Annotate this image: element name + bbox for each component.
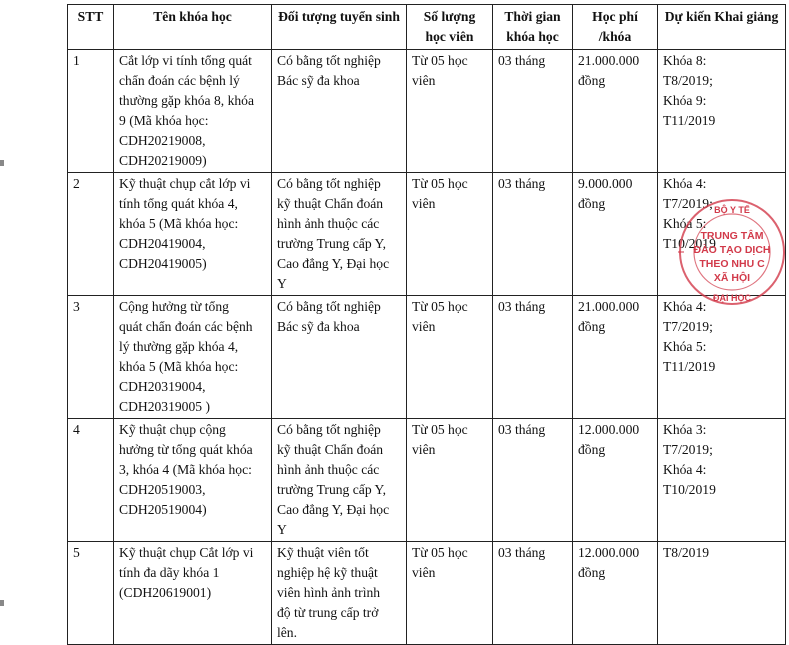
cell-quantity-line: viên xyxy=(412,73,436,88)
cell-duration: 03 tháng xyxy=(493,296,573,419)
cell-fee-line: 21.000.000 xyxy=(578,53,640,68)
cell-target xyxy=(272,542,407,645)
header-target: Đối tượng tuyển sinh xyxy=(272,5,407,50)
cell-course-line: khóa 5 (Mã khóa học: xyxy=(119,359,239,374)
cell-course xyxy=(114,542,272,645)
cell-target-line: Có bằng tốt nghiệp xyxy=(277,176,381,191)
cell-opening-line: T10/2019 xyxy=(663,236,716,251)
cell-stt: 4 xyxy=(68,419,114,542)
cell-target-line: độ từ trung cấp trở xyxy=(277,605,379,620)
header-quantity: Số lượng học viên xyxy=(407,5,493,50)
cell-target-line: nghiệp hệ kỹ thuật xyxy=(277,565,378,580)
cell-opening-line: Khóa 4: xyxy=(663,299,707,314)
cell-course-line: (CDH20619001) xyxy=(119,585,212,600)
cell-opening-line: Khóa 4: xyxy=(663,176,707,191)
header-duration: Thời gian khóa học xyxy=(493,5,573,50)
cell-fee xyxy=(573,296,658,419)
cell-fee-line: đồng xyxy=(578,196,606,211)
cell-target-line: Kỹ thuật viên tốt xyxy=(277,545,369,560)
header-stt: STT xyxy=(68,5,114,50)
cell-opening-line: T11/2019 xyxy=(663,113,716,128)
table-row xyxy=(68,50,786,173)
cell-fee-line: 9.000.000 xyxy=(578,176,633,191)
cell-opening-line: Khóa 8: xyxy=(663,53,707,68)
cell-quantity xyxy=(407,173,493,296)
cell-target xyxy=(272,173,407,296)
cell-target xyxy=(272,296,407,419)
cell-fee xyxy=(573,50,658,173)
cell-quantity-line: viên xyxy=(412,319,436,334)
cell-stt: 2 xyxy=(68,173,114,296)
cell-target-line: trường Trung cấp Y, xyxy=(277,482,386,497)
cell-target xyxy=(272,419,407,542)
header-course: Tên khóa học xyxy=(114,5,272,50)
stamp-line-1: TRUNG TÂM xyxy=(700,230,764,242)
cell-course xyxy=(114,50,272,173)
cell-course-line: hưởng từ tổng quát khóa xyxy=(119,442,253,457)
cell-stt: 3 xyxy=(68,296,114,419)
cell-duration: 03 tháng xyxy=(493,542,573,645)
cell-course xyxy=(114,296,272,419)
cell-quantity xyxy=(407,50,493,173)
table-row xyxy=(68,542,786,645)
cell-fee-line: 12.000.000 xyxy=(578,422,640,437)
cell-quantity-line: Từ 05 học xyxy=(412,422,468,437)
course-table xyxy=(67,4,786,645)
cell-fee xyxy=(573,173,658,296)
cell-target-line: hình ảnh thuộc các xyxy=(277,462,380,477)
cell-opening xyxy=(658,419,786,542)
cell-quantity xyxy=(407,542,493,645)
cell-target-line: kỹ thuật Chẩn đoán xyxy=(277,442,384,457)
cell-duration: 03 tháng xyxy=(493,173,573,296)
cell-course-line: Cộng hưởng từ tổng xyxy=(119,299,229,314)
cell-course-line: CDH20219008, xyxy=(119,133,206,148)
stamp-bottom-text: ĐẠI HỌC xyxy=(713,293,751,303)
cell-duration: 03 tháng xyxy=(493,419,573,542)
cell-fee-line: đồng xyxy=(578,319,606,334)
cell-target-line: Bác sỹ đa khoa xyxy=(277,319,360,334)
scan-mark xyxy=(0,160,4,166)
cell-target-line: trường Trung cấp Y, xyxy=(277,236,386,251)
header-opening: Dự kiến Khai giảng xyxy=(658,5,786,50)
cell-target-line: kỹ thuật Chẩn đoán xyxy=(277,196,384,211)
cell-course-line: Kỹ thuật chụp Cắt lớp vi xyxy=(119,545,254,560)
cell-opening-line: Khóa 9: xyxy=(663,93,707,108)
cell-quantity-line: Từ 05 học xyxy=(412,299,468,314)
cell-course-line: CDH20519004) xyxy=(119,502,207,517)
cell-target-line: Bác sỹ đa khoa xyxy=(277,73,360,88)
cell-opening-line: Khóa 4: xyxy=(663,462,707,477)
cell-course-line: lý thường gặp khóa 4, xyxy=(119,339,239,354)
table-row xyxy=(68,296,786,419)
cell-course-line: CDH20319005 ) xyxy=(119,399,211,414)
cell-target-line: Có bằng tốt nghiệp xyxy=(277,53,381,68)
cell-course-line: khóa 5 (Mã khóa học: xyxy=(119,216,239,231)
cell-course-line: Kỹ thuật chụp cắt lớp vi xyxy=(119,176,251,191)
cell-course-line: chẩn đoán các bệnh lý xyxy=(119,73,240,88)
cell-opening-line: T10/2019 xyxy=(663,482,716,497)
cell-quantity-line: Từ 05 học xyxy=(412,53,468,68)
cell-course xyxy=(114,419,272,542)
table-header-row xyxy=(68,5,786,50)
cell-quantity-line: Từ 05 học xyxy=(412,176,468,191)
cell-quantity-line: viên xyxy=(412,565,436,580)
cell-fee-line: đồng xyxy=(578,73,606,88)
cell-course-line: 9 (Mã khóa học: xyxy=(119,113,209,128)
table-body xyxy=(68,50,786,645)
cell-course-line: Kỹ thuật chụp cộng xyxy=(119,422,226,437)
cell-course-line: CDH20419004, xyxy=(119,236,206,251)
cell-course-line: CDH20419005) xyxy=(119,256,207,271)
cell-stt: 1 xyxy=(68,50,114,173)
cell-target-line: Y xyxy=(277,276,287,291)
stamp-line-3: THEO NHU C xyxy=(699,258,765,270)
cell-course-line: Cắt lớp vi tính tổng quát xyxy=(119,53,252,68)
table-row xyxy=(68,419,786,542)
cell-quantity xyxy=(407,419,493,542)
red-seal-stamp xyxy=(676,196,788,308)
cell-opening xyxy=(658,542,786,645)
cell-opening-line: T8/2019 xyxy=(663,545,710,560)
cell-quantity-line: viên xyxy=(412,196,436,211)
cell-opening xyxy=(658,50,786,173)
cell-target-line: viên hình ảnh trình xyxy=(277,585,381,600)
cell-fee-line: 21.000.000 xyxy=(578,299,640,314)
cell-opening-line: Khóa 3: xyxy=(663,422,707,437)
cell-target-line: Cao đẳng Y, Đại học xyxy=(277,256,390,271)
cell-fee xyxy=(573,542,658,645)
stamp-line-4: XÃ HỘI xyxy=(713,272,751,284)
cell-target-line: Y xyxy=(277,522,287,537)
cell-course-line: CDH20319004, xyxy=(119,379,206,394)
cell-target-line: Có bằng tốt nghiệp xyxy=(277,299,381,314)
cell-course-line: CDH20219009) xyxy=(119,153,207,168)
cell-target-line: hình ảnh thuộc các xyxy=(277,216,380,231)
cell-quantity-line: Từ 05 học xyxy=(412,545,468,560)
cell-fee-line: đồng xyxy=(578,442,606,457)
cell-quantity xyxy=(407,296,493,419)
cell-opening xyxy=(658,296,786,419)
cell-target-line: Có bằng tốt nghiệp xyxy=(277,422,381,437)
stamp-line-2: ĐÀO TẠO DỊCH xyxy=(693,244,771,256)
cell-course-line: CDH20519003, xyxy=(119,482,206,497)
cell-duration: 03 tháng xyxy=(493,50,573,173)
cell-stt: 5 xyxy=(68,542,114,645)
cell-fee-line: 12.000.000 xyxy=(578,545,640,560)
stamp-top-text: BỘ Y TẾ xyxy=(714,205,750,215)
cell-fee xyxy=(573,419,658,542)
cell-course xyxy=(114,173,272,296)
cell-opening-line: T7/2019; xyxy=(663,442,713,457)
header-fee: Học phí /khóa xyxy=(573,5,658,50)
cell-course-line: tính tổng quát khóa 4, xyxy=(119,196,238,211)
cell-opening-line: T11/2019 xyxy=(663,359,716,374)
cell-target-line: Cao đẳng Y, Đại học xyxy=(277,502,390,517)
cell-quantity-line: viên xyxy=(412,442,436,457)
cell-target xyxy=(272,50,407,173)
cell-opening-line: T7/2019; xyxy=(663,196,713,211)
cell-opening-line: Khóa 5: xyxy=(663,339,707,354)
cell-opening-line: T7/2019; xyxy=(663,319,713,334)
cell-course-line: quát chẩn đoán các bệnh xyxy=(119,319,253,334)
scan-mark xyxy=(0,600,4,606)
cell-course-line: tính đa dãy khóa 1 xyxy=(119,565,220,580)
cell-course-line: 3, khóa 4 (Mã khóa học: xyxy=(119,462,252,477)
cell-course-line: thường gặp khóa 8, khóa xyxy=(119,93,254,108)
cell-fee-line: đồng xyxy=(578,565,606,580)
cell-opening-line: T8/2019; xyxy=(663,73,713,88)
cell-opening-line: Khóa 5: xyxy=(663,216,707,231)
cell-target-line: lên. xyxy=(277,625,298,640)
